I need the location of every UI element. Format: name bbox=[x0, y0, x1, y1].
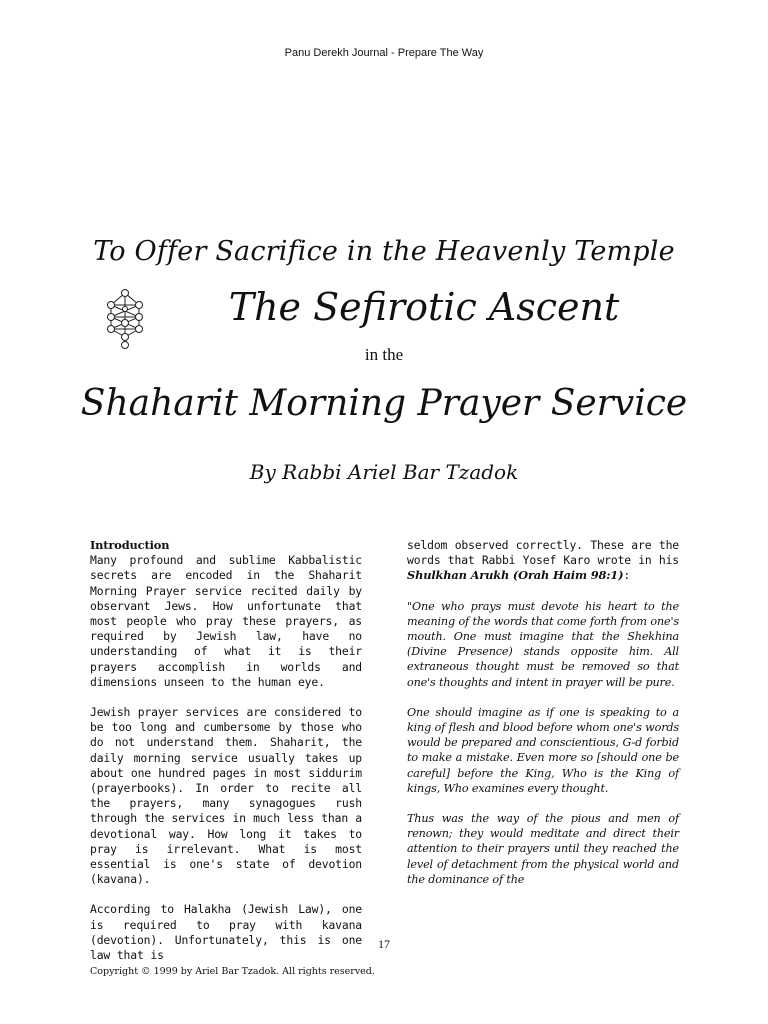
quote-paragraph: One should imagine as if one is speaking to a king of flesh and blood before whom one's words would be prepared and conscientious, G-d forbid to make a mistake. Even more so [should one be careful] before the King, Who is the King of kings, Who examines every thought. bbox=[407, 705, 679, 795]
running-header: Panu Derekh Journal - Prepare The Way bbox=[284, 47, 484, 59]
quote-paragraph: "One who prays must devote his heart to the meaning of the words that come forth from one's mouth. One must imagine that the Shekhina (Divine Presence) stands opposite him. All extraneous thought must be removed so that one's thoughts and intent in prayer will be pure. bbox=[407, 599, 679, 689]
paragraph-text: : bbox=[623, 568, 631, 583]
service-title: Shaharit Morning Prayer Service bbox=[80, 383, 688, 424]
source-citation: Shulkhan Arukh (Orah Haim 98:1) bbox=[407, 568, 624, 583]
author-byline: By Rabbi Ariel Bar Tzadok bbox=[249, 460, 519, 484]
paragraph: Jewish prayer services are considered to be too long and cumbersome by those who do not understand them. Shaharit, the daily morning service usually takes up about one hundred pages in most siddurim (prayerbooks). In order to recite all the prayers, many synagogues rush through the services in much less than a devotional way. How long it takes to pray is irrelevant. What is most essential is one's state of devotion (kavana). bbox=[90, 705, 362, 887]
article-subtitle: To Offer Sacrifice in the Heavenly Temple bbox=[93, 236, 675, 267]
quote-paragraph: Thus was the way of the pious and men of renown; they would meditate and direct their attention to their prayers until they reached the level of detachment from the physical world and the dominance of the bbox=[407, 812, 679, 886]
copyright-notice: Copyright © 1999 by Ariel Bar Tzadok. All rights reserved. bbox=[90, 966, 375, 977]
page-number: 17 bbox=[378, 937, 390, 951]
paragraph: According to Halakha (Jewish Law), one is required to pray with kavana (devotion). Unfortunately, this is one law that is bbox=[90, 902, 362, 963]
title-connector: in the bbox=[364, 345, 404, 364]
article-title: The Sefirotic Ascent bbox=[228, 285, 620, 329]
right-column bbox=[407, 538, 679, 902]
paragraph: Many profound and sublime Kabbalistic secrets are encoded in the Shaharit Morning Prayer service recited daily by observant Jews. How unfortunate that most people who pray these prayers, as required by Jewish law, have no understanding of what it is their prayers accomplish in worlds and dimensions unseen to the human eye. bbox=[90, 553, 362, 689]
paragraph-text: seldom observed correctly. These are the words that Rabbi Yosef Karo wrote in his bbox=[407, 538, 679, 568]
paragraph bbox=[407, 538, 679, 584]
left-column bbox=[90, 538, 362, 978]
section-heading: Introduction bbox=[90, 538, 170, 552]
